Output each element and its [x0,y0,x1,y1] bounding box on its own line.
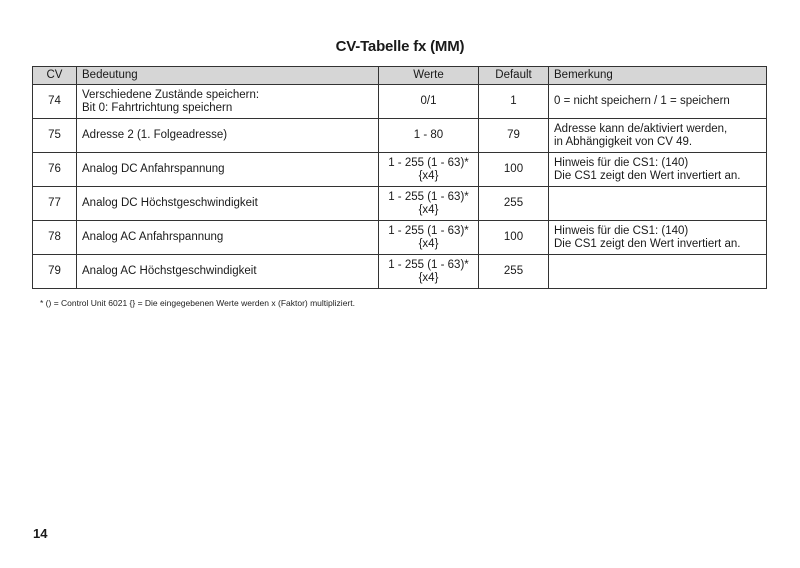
table-row [33,255,767,289]
bemerkung-line: Adresse kann de/aktiviert werden, [554,122,728,135]
table-row [33,119,767,153]
table-row [33,153,767,187]
cell-bemerkung [549,221,767,255]
cell-default: 100 [479,153,549,187]
cell-bemerkung [549,153,767,187]
table-header-row [33,67,767,85]
cell-werte [379,187,479,221]
cell-default: 255 [479,255,549,289]
cell-cv: 78 [33,221,77,255]
cell-bedeutung [77,187,379,221]
bedeutung-line: Analog DC Höchstgeschwindigkeit [82,197,258,209]
cell-bedeutung [77,153,379,187]
header-bedeutung: Bedeutung [77,67,379,85]
werte-factor: {x4} [418,237,439,250]
cell-cv: 75 [33,119,77,153]
cell-werte [379,119,479,153]
header-werte: Werte [379,67,479,85]
table-row [33,85,767,119]
werte-line: 0/1 [420,95,437,107]
cell-cv: 77 [33,187,77,221]
bemerkung-line: Die CS1 zeigt den Wert invertiert an. [554,169,741,182]
cell-default: 79 [479,119,549,153]
cell-bemerkung [549,255,767,289]
cell-bedeutung [77,255,379,289]
cell-bemerkung [549,85,767,119]
cell-bemerkung [549,119,767,153]
bedeutung-line: Verschiedene Zustände speichern: [82,88,260,101]
bedeutung-line: Bit 0: Fahrtrichtung speichern [82,101,233,114]
footnote: * () = Control Unit 6021 {} = Die eingegebenen Werte werden x (Faktor) multipliziert. [40,298,355,308]
cell-werte [379,85,479,119]
cv-table [32,66,767,289]
bemerkung-line: Die CS1 zeigt den Wert invertiert an. [554,237,741,250]
header-bemerkung: Bemerkung [549,67,767,85]
werte-factor: {x4} [418,169,439,182]
cell-werte [379,221,479,255]
cell-cv: 76 [33,153,77,187]
header-default: Default [479,67,549,85]
bedeutung-line: Analog AC Anfahrspannung [82,231,224,243]
page-title: CV-Tabelle fx (MM) [335,38,465,55]
bemerkung-line: Hinweis für die CS1: (140) [554,156,689,169]
werte-line: 1 - 255 (1 - 63)* [388,258,469,271]
cell-default: 255 [479,187,549,221]
werte-line: 1 - 255 (1 - 63)* [388,190,469,203]
cell-bedeutung [77,85,379,119]
cell-bemerkung [549,187,767,221]
cell-bedeutung [77,119,379,153]
cell-werte [379,255,479,289]
cell-bedeutung [77,221,379,255]
werte-line: 1 - 80 [413,129,444,141]
bemerkung-line: in Abhängigkeit von CV 49. [554,135,693,148]
bedeutung-line: Analog AC Höchstgeschwindigkeit [82,265,257,277]
bedeutung-line: Analog DC Anfahrspannung [82,163,225,175]
header-cv: CV [33,67,77,85]
cell-cv: 74 [33,85,77,119]
werte-line: 1 - 255 (1 - 63)* [388,224,469,237]
cell-default: 100 [479,221,549,255]
table-row [33,221,767,255]
table-row [33,187,767,221]
cell-cv: 79 [33,255,77,289]
bemerkung-line: Hinweis für die CS1: (140) [554,224,689,237]
werte-factor: {x4} [418,271,439,284]
werte-factor: {x4} [418,203,439,216]
bemerkung-line: 0 = nicht speichern / 1 = speichern [554,95,730,107]
werte-line: 1 - 255 (1 - 63)* [388,156,469,169]
page-number: 14 [33,526,48,541]
cell-werte [379,153,479,187]
bedeutung-line: Adresse 2 (1. Folgeadresse) [82,129,228,141]
cell-default: 1 [479,85,549,119]
